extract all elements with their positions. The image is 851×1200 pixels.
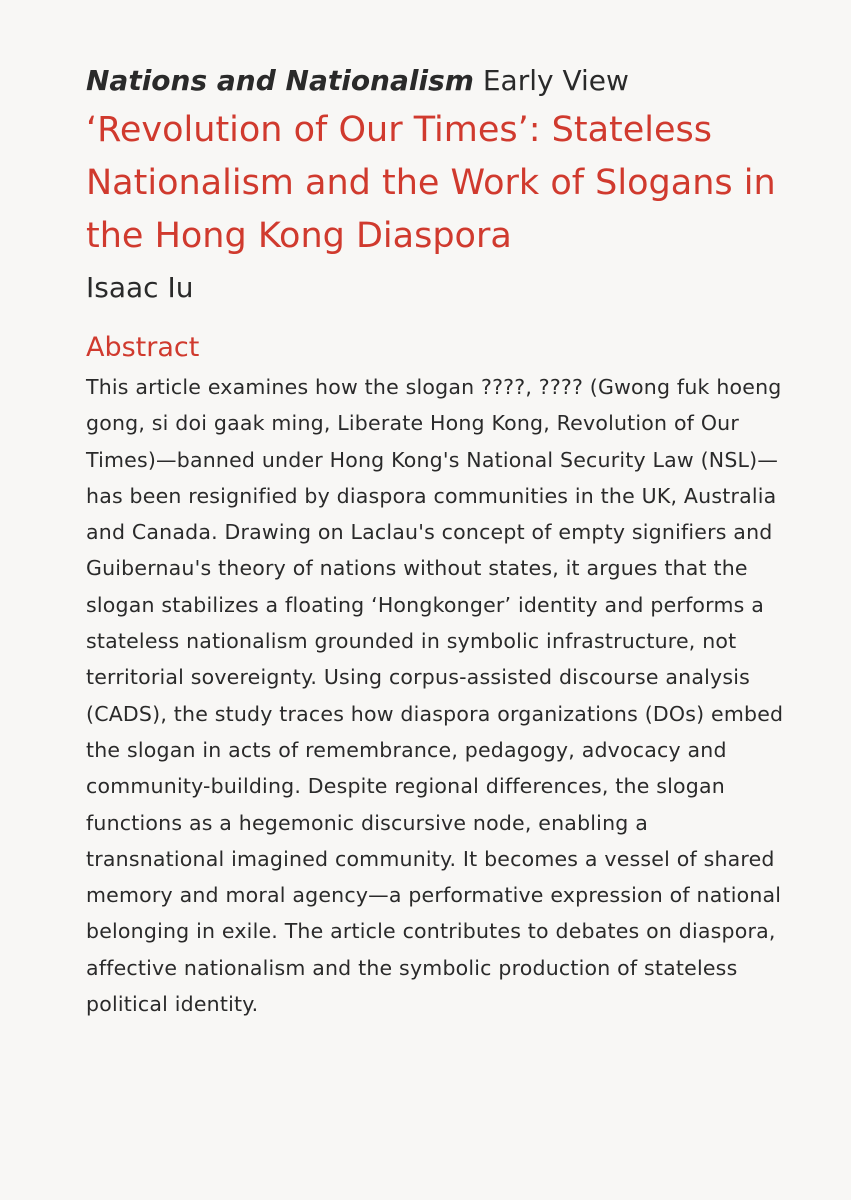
article-title: ‘Revolution of Our Times’: Stateless Nationalism and the Work of Slogans in the Hong Kong Diaspora <box>86 110 776 256</box>
journal-name: Nations and Nationalism <box>86 64 474 97</box>
abstract-heading: Abstract <box>86 332 200 363</box>
journal-status: Early View <box>482 64 629 97</box>
article-author: Isaac Iu <box>86 271 194 304</box>
journal-line <box>86 62 791 100</box>
abstract-text: This article examines how the slogan ????, ???? (Gwong fuk hoeng gong, si doi gaak ming, Liberate Hong Kong, Revolution of Our Times)—banned under Hong Kong's National Security Law (NSL)—has been resignified by diaspora communities in the UK, Australia and Canada. Drawing on Laclau's concept of empty signifiers and Guibernau's theory of nations without states, it argues that the slogan stabilizes a floating ‘Hongkonger’ identity and performs a stateless nationalism grounded in symbolic infrastructure, not territorial sovereignty. Using corpus-assisted discourse analysis (CADS), the study traces how diaspora organizations (DOs) embed the slogan in acts of remembrance, pedagogy, advocacy and community-building. Despite regional differences, the slogan functions as a hegemonic discursive node, enabling a transnational imagined community. It becomes a vessel of shared memory and moral agency—a performative expression of national belonging in exile. The article contributes to debates on diaspora, affective nationalism and the symbolic production of stateless political identity. <box>86 375 784 1017</box>
